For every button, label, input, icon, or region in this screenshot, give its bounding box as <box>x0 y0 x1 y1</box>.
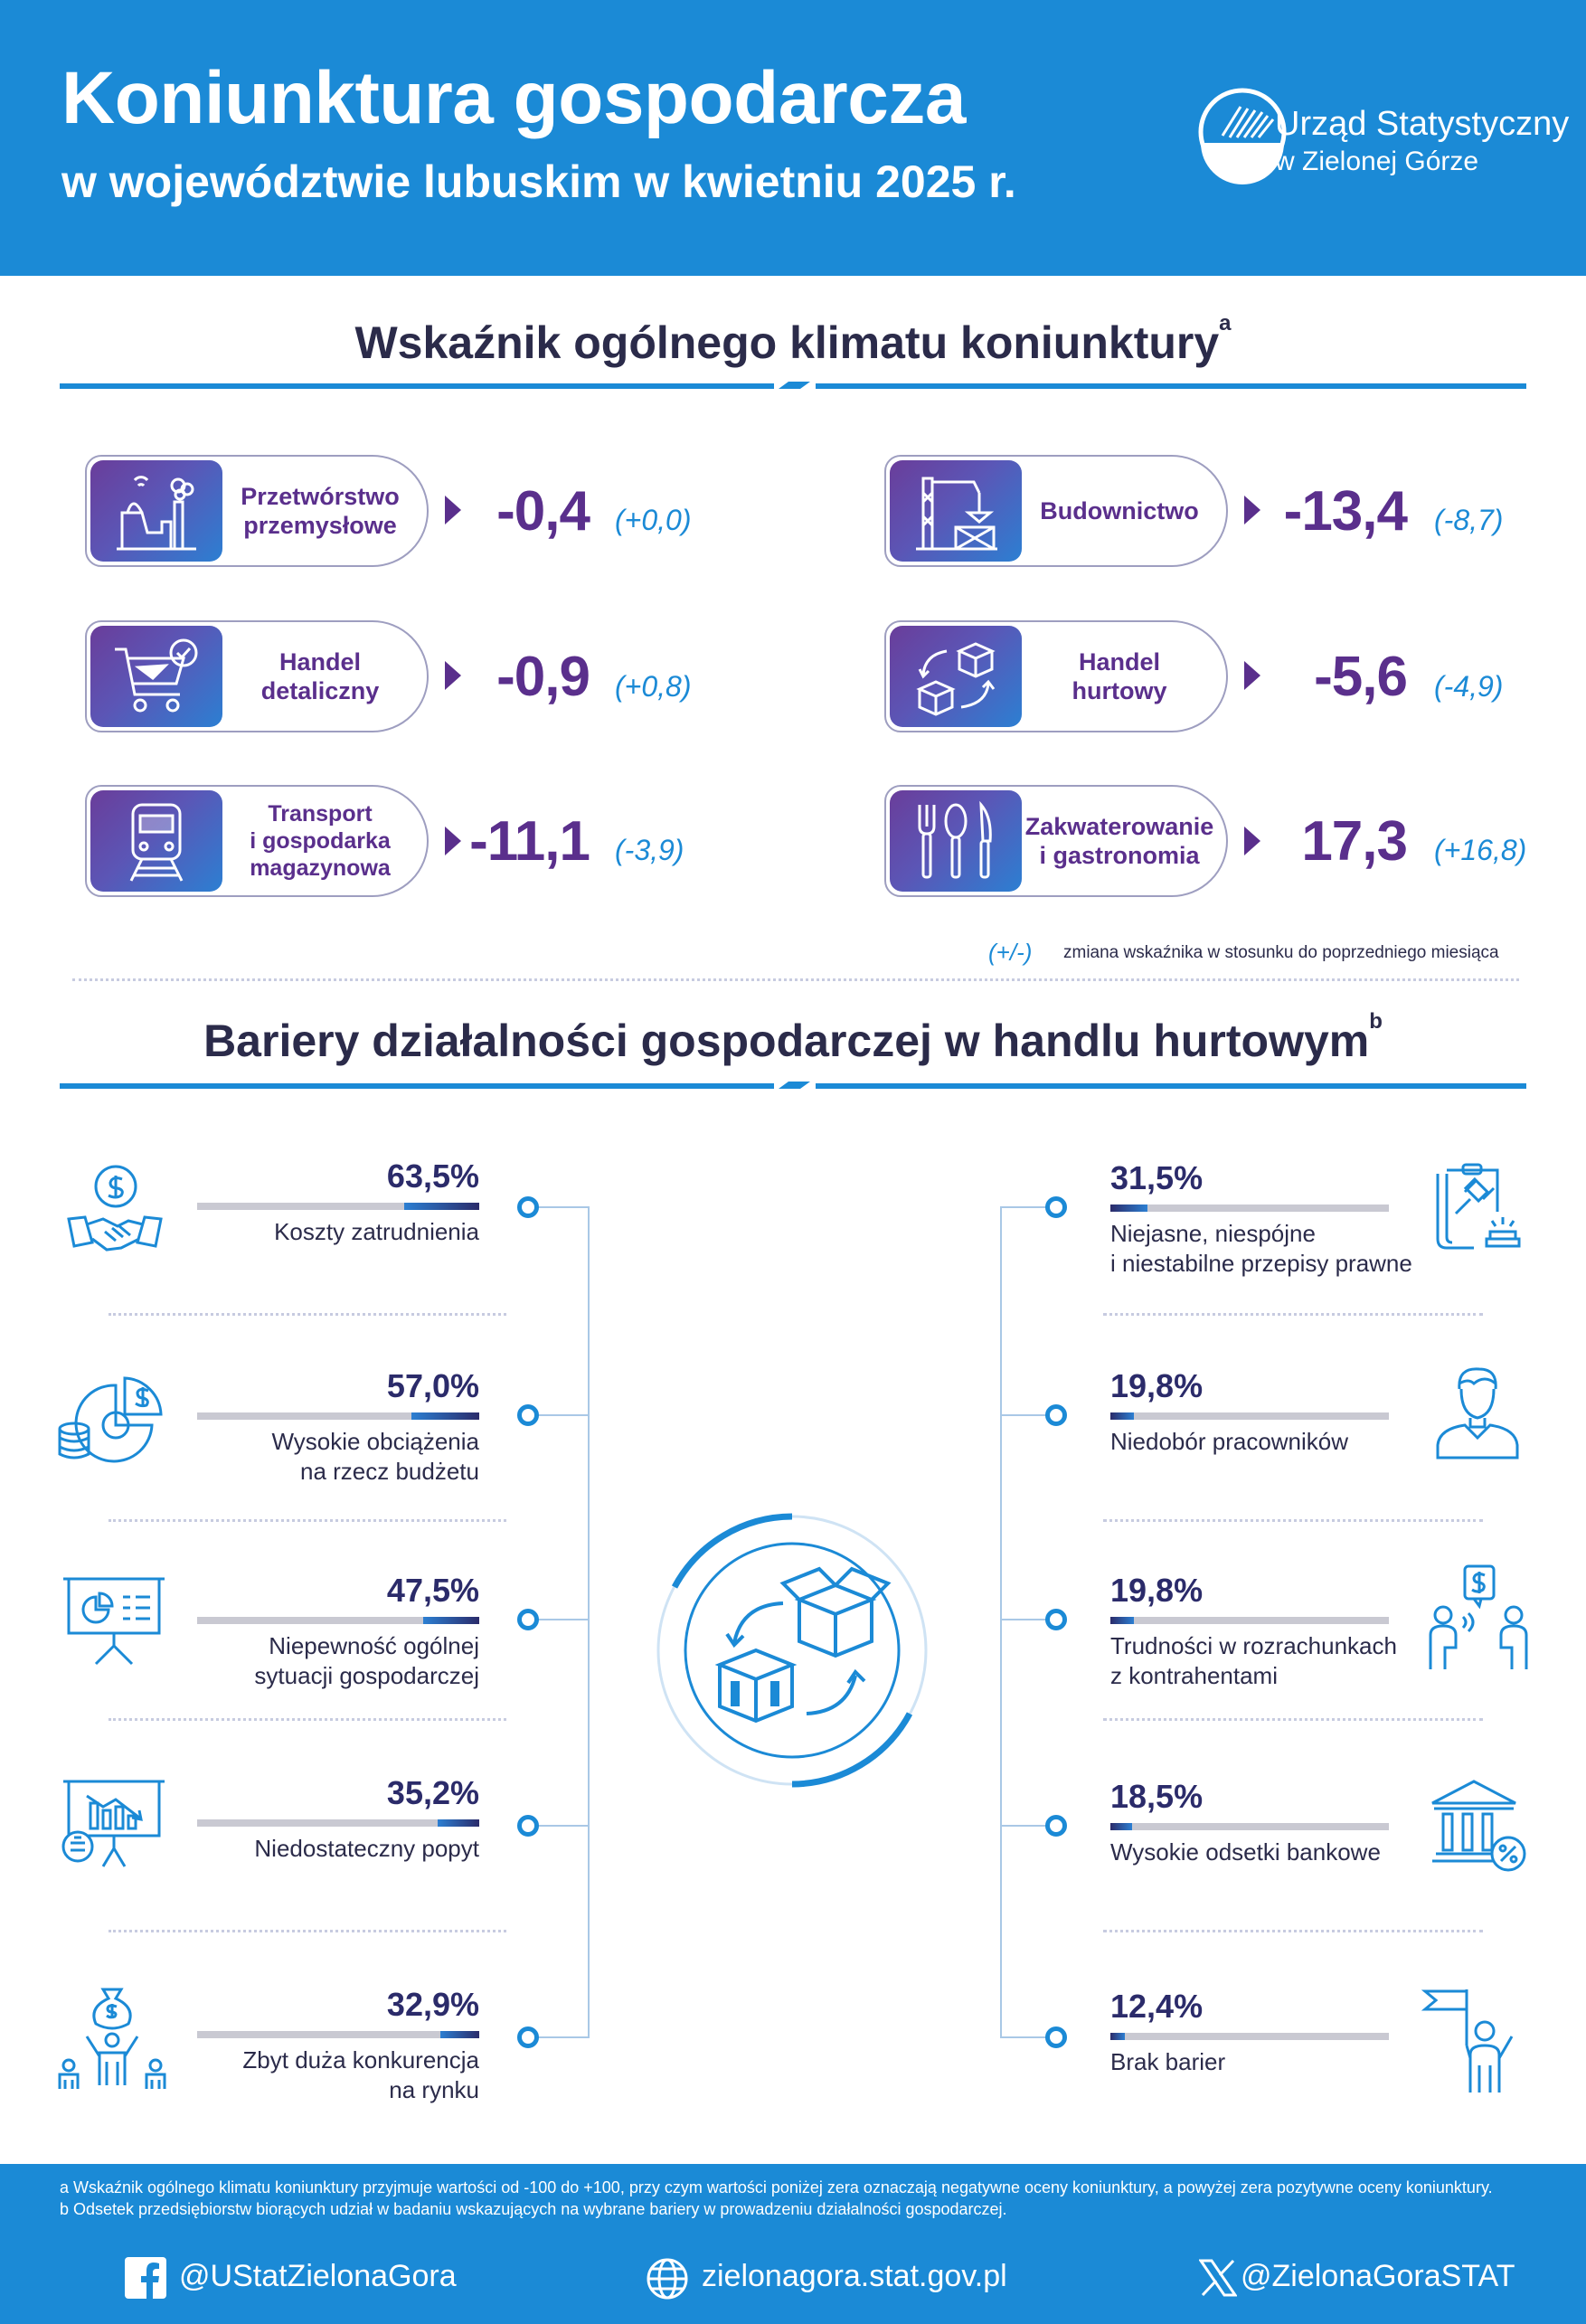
barrier-label <box>145 1834 479 1864</box>
indicator-label-line: Przetwórstwo <box>241 483 400 510</box>
indicator-change: (-8,7) <box>1434 504 1504 536</box>
barrier-label-line: Wysokie obciążenia <box>271 1428 479 1455</box>
tree-node <box>1045 2026 1067 2048</box>
logo-text <box>1275 105 1569 181</box>
logo-line-1: Urząd Statystyczny <box>1275 105 1570 143</box>
indicator-change: (+16,8) <box>1434 834 1527 866</box>
x-link[interactable]: @ZielonaGoraSTAT <box>1241 2259 1515 2293</box>
barrier-bar-track <box>197 1819 479 1827</box>
barrier-label-line: Niepewność ogólnej <box>269 1632 479 1659</box>
website-link[interactable]: zielonagora.stat.gov.pl <box>702 2259 1007 2293</box>
tree-node <box>517 1815 539 1837</box>
indicator-label-line: magazynowa <box>250 855 391 881</box>
row-separator <box>109 1718 506 1721</box>
bank-percent-icon <box>1429 1776 1530 1875</box>
barrier-pct: 57,0% <box>386 1367 479 1404</box>
indicator-label-line: Zakwaterowanie <box>1024 813 1214 840</box>
indicator-label-line: Transport <box>268 801 373 827</box>
tree-node <box>1045 1196 1067 1218</box>
indicator-value: 17,3 <box>1301 810 1407 873</box>
barrier-bar-track <box>1110 1205 1389 1212</box>
indicator-value: -5,6 <box>1314 646 1407 708</box>
footnote-b: b Odsetek przedsiębiorstw biorących udział w badaniu wskazujących na wybrane bariery w prowadzeniu działalności gospodarczej. <box>60 2200 1007 2218</box>
indicator-label <box>224 787 416 895</box>
barrier-bar-fill <box>1110 2033 1125 2040</box>
barrier-label <box>1110 1219 1454 1279</box>
barrier-pct: 35,2% <box>386 1774 479 1811</box>
indicator-label-line: detaliczny <box>260 677 380 704</box>
section-title-barriers-text: Bariery działalności gospodarczej w handlu hurtowym <box>203 1016 1370 1066</box>
footnote-mark-b: b <box>1369 1009 1383 1034</box>
indicator-card-manufacturing <box>85 455 429 567</box>
barrier-bar-track <box>1110 1412 1389 1420</box>
person-flag-icon <box>1412 1986 1521 2098</box>
barrier-label <box>1110 2047 1454 2077</box>
legend-symbol: (+/-) <box>988 939 1033 966</box>
section-divider <box>60 382 1526 391</box>
barrier-label-line: i niestabilne przepisy prawne <box>1110 1250 1412 1277</box>
tree-connector <box>588 1206 590 2038</box>
barrier-pct: 18,5% <box>1110 1778 1204 1815</box>
barrier-label-line: na rzecz budżetu <box>299 1458 479 1485</box>
barrier-bar-fill <box>1110 1205 1147 1212</box>
indicator-label-line: hurtowy <box>1071 677 1167 704</box>
barrier-label-line: Brak barier <box>1110 2048 1226 2075</box>
barrier-label-line: z kontrahentami <box>1110 1662 1278 1689</box>
indicator-value: -11,1 <box>469 810 590 873</box>
indicator-label-line: Handel <box>278 648 361 675</box>
x-twitter-icon[interactable] <box>1199 2259 1237 2297</box>
footer <box>0 2164 1586 2324</box>
indicator-label <box>224 457 416 565</box>
barrier-bar-fill <box>423 1617 479 1624</box>
section-title-climate-text: Wskaźnik ogólnego klimatu koniunktury <box>354 317 1220 368</box>
barrier-bar-fill <box>404 1203 479 1210</box>
tree-node <box>517 1196 539 1218</box>
logo-line-2: w Zielonej Górze <box>1275 146 1479 176</box>
indicator-change: (-4,9) <box>1434 670 1504 703</box>
barrier-label <box>1110 1837 1454 1867</box>
indicator-card-accommodation <box>884 785 1228 897</box>
barrier-label <box>145 1631 479 1691</box>
payment-talk-icon <box>1427 1563 1530 1671</box>
footnote-a: a Wskaźnik ogólnego klimatu koniunktury przyjmuje wartości od -100 do +100, przy czym wartości poniżej zera oznaczają negatywne oceny koniunktury, a powyżej zera pozytywne oceny koniunktury. <box>60 2178 1493 2196</box>
wholesale-boxes-icon <box>647 1506 937 1795</box>
barrier-label-line: Koszty zatrudnienia <box>274 1218 479 1245</box>
barrier-pct: 12,4% <box>1110 1988 1204 2025</box>
indicator-card-construction <box>884 455 1228 567</box>
tree-connector <box>1000 1206 1002 2038</box>
section-separator <box>72 978 1519 981</box>
barrier-label <box>145 2045 479 2105</box>
barrier-pct: 63,5% <box>386 1157 479 1195</box>
page-title: Koniunktura gospodarcza <box>61 57 966 139</box>
factory-icon <box>90 460 222 562</box>
indicator-label <box>1024 787 1215 895</box>
row-separator <box>109 1930 506 1932</box>
cutlery-icon <box>890 790 1022 892</box>
barrier-bar-fill <box>411 1412 479 1420</box>
indicator-change: (+0,8) <box>615 670 692 703</box>
tree-node <box>517 1404 539 1426</box>
barrier-bar-fill <box>440 2031 479 2038</box>
boxes-exchange-icon <box>890 626 1022 727</box>
indicator-value: -0,4 <box>496 480 590 543</box>
indicator-change: (-3,9) <box>615 834 684 866</box>
barrier-label <box>1110 1631 1454 1691</box>
barrier-pct: 47,5% <box>386 1572 479 1609</box>
indicator-card-retail <box>85 620 429 732</box>
tree-node <box>517 2026 539 2048</box>
barrier-pct: 31,5% <box>1110 1159 1204 1196</box>
barrier-bar-track <box>1110 1617 1389 1624</box>
tree-node <box>1045 1815 1067 1837</box>
indicator-label-line: Handel <box>1078 648 1161 675</box>
row-separator <box>1103 1718 1483 1721</box>
barrier-label-line: Niedobór pracowników <box>1110 1428 1349 1455</box>
barrier-bar-track <box>197 1617 479 1624</box>
barrier-label-line: Trudności w rozrachunkach <box>1110 1632 1397 1659</box>
barrier-label-line: Niejasne, niespójne <box>1110 1220 1316 1247</box>
barrier-pct: 32,9% <box>386 1986 479 2023</box>
barrier-label-line: Wysokie odsetki bankowe <box>1110 1838 1381 1866</box>
legend-text: zmiana wskaźnika w stosunku do poprzedniego miesiąca <box>1063 943 1499 962</box>
barrier-bar-track <box>197 1203 479 1210</box>
row-separator <box>1103 1313 1483 1316</box>
indicator-change: (+0,0) <box>615 504 692 536</box>
tree-node <box>517 1609 539 1630</box>
row-separator <box>109 1313 506 1316</box>
row-separator <box>1103 1519 1483 1522</box>
page-subtitle: w województwie lubuskim w kwietniu 2025 r. <box>61 156 1016 207</box>
barrier-bar-fill <box>1110 1617 1134 1624</box>
tree-node <box>1045 1609 1067 1630</box>
indicator-label <box>1024 622 1215 731</box>
barrier-pct: 19,8% <box>1110 1367 1204 1404</box>
indicator-label <box>1024 457 1215 565</box>
section-divider <box>60 1082 1526 1091</box>
indicator-card-transport <box>85 785 429 897</box>
barrier-pct: 19,8% <box>1110 1572 1204 1609</box>
crane-icon <box>890 460 1022 562</box>
row-separator <box>109 1519 506 1522</box>
barrier-bar-fill <box>438 1819 479 1827</box>
barrier-bar-track <box>1110 1823 1389 1830</box>
footnote-mark-a: a <box>1219 311 1232 335</box>
barrier-bar-track <box>197 2031 479 2038</box>
indicator-card-wholesale <box>884 620 1228 732</box>
barrier-label <box>145 1427 479 1487</box>
tree-node <box>1045 1404 1067 1426</box>
facebook-link[interactable]: @UStatZielonaGora <box>179 2259 457 2293</box>
barrier-label-line: Niedostateczny popyt <box>254 1835 479 1862</box>
indicator-value: -0,9 <box>496 646 590 708</box>
indicator-label-line: i gastronomia <box>1039 842 1200 869</box>
barrier-bar-track <box>197 1412 479 1420</box>
row-separator <box>1103 1930 1483 1932</box>
barrier-label <box>145 1217 479 1247</box>
shopping-cart-icon <box>90 626 222 727</box>
indicator-value: -13,4 <box>1283 480 1407 543</box>
indicator-label-line: Budownictwo <box>1040 497 1199 524</box>
barrier-label-line: sytuacji gospodarczej <box>254 1662 479 1689</box>
barrier-label-line: na rynku <box>389 2076 479 2103</box>
facebook-icon[interactable] <box>125 2257 166 2299</box>
indicator-label-line: i gospodarka <box>250 828 391 854</box>
section-title-climate <box>0 311 1586 369</box>
header-banner <box>0 0 1586 276</box>
section-title-barriers <box>0 1009 1586 1067</box>
barrier-bar-fill <box>1110 1412 1134 1420</box>
globe-icon <box>646 2257 689 2300</box>
indicator-label <box>224 622 416 731</box>
train-icon <box>90 790 222 892</box>
law-gavel-icon <box>1429 1161 1528 1261</box>
barrier-label-line: Zbyt duża konkurencja <box>242 2046 479 2074</box>
barrier-bar-fill <box>1110 1823 1132 1830</box>
barrier-label <box>1110 1427 1454 1457</box>
barrier-bar-track <box>1110 2033 1389 2040</box>
worker-person-icon <box>1432 1362 1523 1461</box>
indicator-label-line: przemysłowe <box>243 512 397 539</box>
